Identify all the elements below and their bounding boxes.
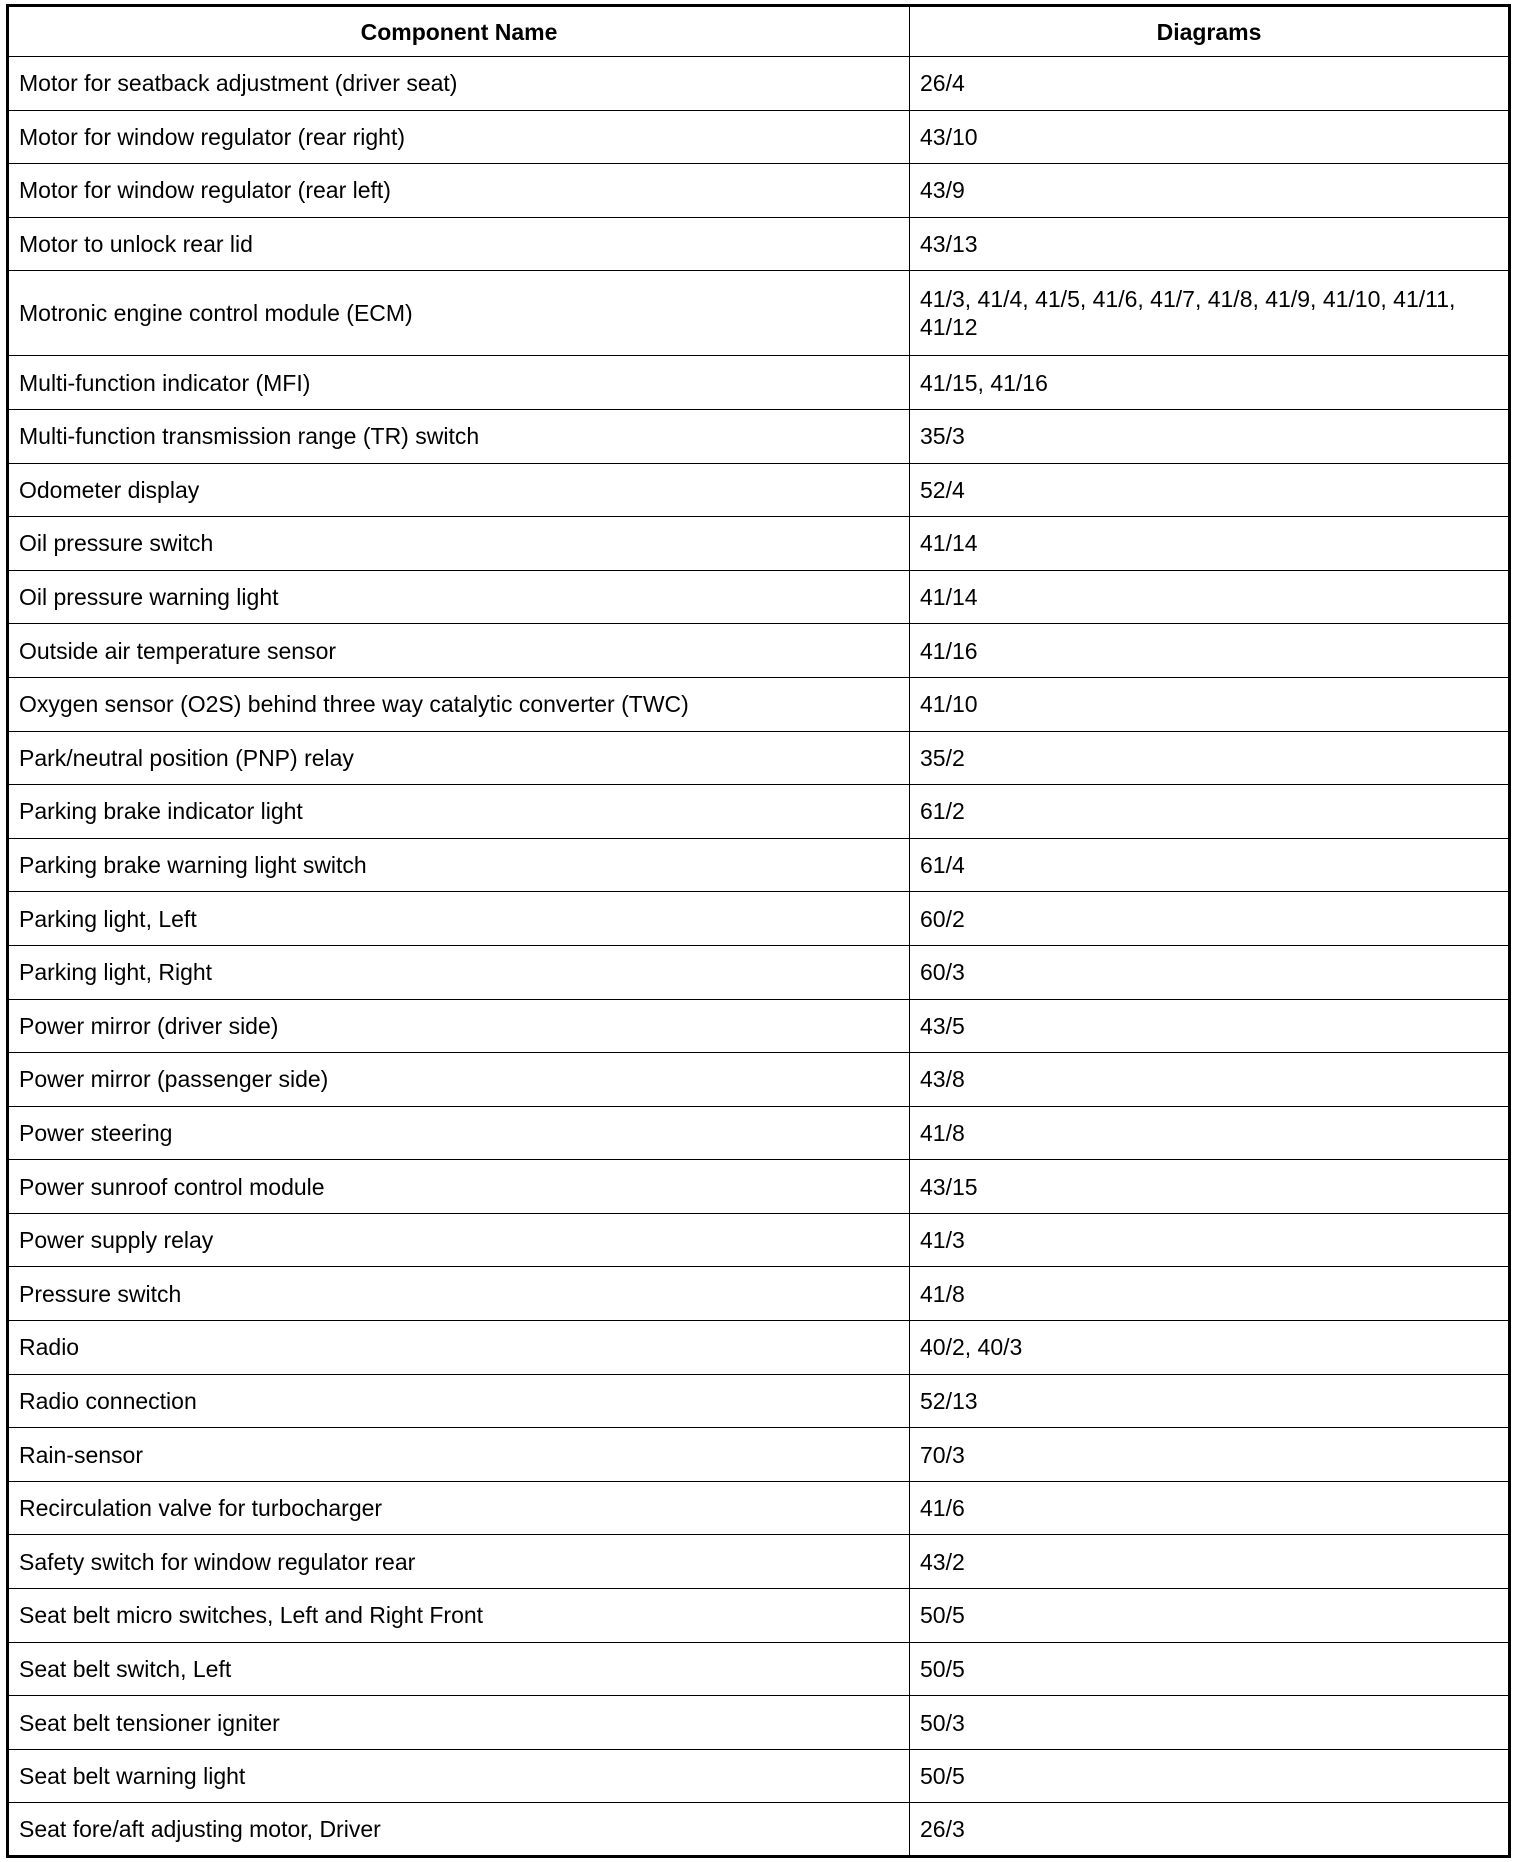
component-name-cell: Power supply relay [8, 1213, 910, 1267]
diagrams-cell: 60/3 [910, 945, 1510, 999]
table-row [8, 57, 1510, 111]
component-name-cell: Pressure switch [8, 1267, 910, 1321]
diagrams-cell: 43/10 [910, 110, 1510, 164]
component-name-cell: Parking brake warning light switch [8, 838, 910, 892]
table-row [8, 1749, 1510, 1803]
table-row [8, 945, 1510, 999]
table-row [8, 892, 1510, 946]
table-row [8, 217, 1510, 271]
diagrams-cell: 50/5 [910, 1589, 1510, 1643]
table-row [8, 624, 1510, 678]
component-name-cell: Outside air temperature sensor [8, 624, 910, 678]
diagrams-cell: 60/2 [910, 892, 1510, 946]
diagrams-cell: 52/13 [910, 1374, 1510, 1428]
table-row [8, 570, 1510, 624]
component-name-cell: Motor for window regulator (rear left) [8, 164, 910, 218]
diagrams-cell: 41/3, 41/4, 41/5, 41/6, 41/7, 41/8, 41/9, 41/10, 41/11, 41/12 [910, 271, 1510, 356]
table-row [8, 164, 1510, 218]
component-name-cell: Safety switch for window regulator rear [8, 1535, 910, 1589]
component-name-cell: Seat belt switch, Left [8, 1642, 910, 1696]
diagrams-cell: 35/2 [910, 731, 1510, 785]
table-row [8, 838, 1510, 892]
table-row [8, 785, 1510, 839]
component-name-cell: Motor to unlock rear lid [8, 217, 910, 271]
table-row [8, 1428, 1510, 1482]
diagrams-cell: 43/5 [910, 999, 1510, 1053]
table-row [8, 1803, 1510, 1857]
component-name-cell: Oil pressure warning light [8, 570, 910, 624]
diagrams-cell: 52/4 [910, 463, 1510, 517]
component-name-cell: Seat belt warning light [8, 1749, 910, 1803]
component-name-cell: Seat fore/aft adjusting motor, Driver [8, 1803, 910, 1857]
table-row [8, 999, 1510, 1053]
diagrams-cell: 26/3 [910, 1803, 1510, 1857]
diagrams-cell: 41/14 [910, 570, 1510, 624]
diagrams-cell: 26/4 [910, 57, 1510, 111]
component-name-cell: Power sunroof control module [8, 1160, 910, 1214]
table-body [8, 57, 1510, 1857]
component-name-cell: Seat belt micro switches, Left and Right Front [8, 1589, 910, 1643]
table-row [8, 356, 1510, 410]
diagrams-cell: 41/16 [910, 624, 1510, 678]
table-row [8, 1213, 1510, 1267]
diagrams-cell: 35/3 [910, 409, 1510, 463]
table-row [8, 1267, 1510, 1321]
component-name-cell: Park/neutral position (PNP) relay [8, 731, 910, 785]
diagrams-cell: 41/8 [910, 1106, 1510, 1160]
table-row [8, 517, 1510, 571]
component-name-cell: Multi-function transmission range (TR) switch [8, 409, 910, 463]
table-row [8, 1053, 1510, 1107]
component-name-cell: Parking light, Right [8, 945, 910, 999]
table-row [8, 1642, 1510, 1696]
diagrams-cell: 50/3 [910, 1696, 1510, 1750]
diagrams-cell: 41/6 [910, 1481, 1510, 1535]
diagrams-cell: 50/5 [910, 1642, 1510, 1696]
diagrams-cell: 41/8 [910, 1267, 1510, 1321]
component-name-cell: Rain-sensor [8, 1428, 910, 1482]
diagrams-cell: 41/3 [910, 1213, 1510, 1267]
component-name-cell: Oxygen sensor (O2S) behind three way catalytic converter (TWC) [8, 677, 910, 731]
diagrams-cell: 43/15 [910, 1160, 1510, 1214]
diagrams-cell: 50/5 [910, 1749, 1510, 1803]
table-row [8, 409, 1510, 463]
table-header-row [8, 6, 1510, 57]
table-row [8, 1160, 1510, 1214]
table-row [8, 271, 1510, 356]
diagrams-cell: 41/10 [910, 677, 1510, 731]
table-row [8, 1374, 1510, 1428]
component-name-cell: Radio [8, 1321, 910, 1375]
component-table-container [6, 4, 1508, 1858]
component-name-cell: Parking brake indicator light [8, 785, 910, 839]
component-name-cell: Seat belt tensioner igniter [8, 1696, 910, 1750]
component-name-cell: Oil pressure switch [8, 517, 910, 571]
table-row [8, 1106, 1510, 1160]
table-row [8, 1696, 1510, 1750]
component-name-cell: Power mirror (passenger side) [8, 1053, 910, 1107]
component-name-cell: Motor for window regulator (rear right) [8, 110, 910, 164]
table-row [8, 1481, 1510, 1535]
diagrams-cell: 43/9 [910, 164, 1510, 218]
component-name-cell: Parking light, Left [8, 892, 910, 946]
table-row [8, 677, 1510, 731]
component-name-cell: Motor for seatback adjustment (driver seat) [8, 57, 910, 111]
table-row [8, 1321, 1510, 1375]
table-row [8, 731, 1510, 785]
component-name-cell: Motronic engine control module (ECM) [8, 271, 910, 356]
diagrams-cell: 61/4 [910, 838, 1510, 892]
diagrams-cell: 43/2 [910, 1535, 1510, 1589]
table-row [8, 1589, 1510, 1643]
component-name-cell: Radio connection [8, 1374, 910, 1428]
component-name-cell: Multi-function indicator (MFI) [8, 356, 910, 410]
table-row [8, 1535, 1510, 1589]
diagrams-cell: 41/14 [910, 517, 1510, 571]
diagrams-cell: 61/2 [910, 785, 1510, 839]
header-component-name: Component Name [8, 6, 910, 57]
diagrams-cell: 43/8 [910, 1053, 1510, 1107]
table-row [8, 463, 1510, 517]
diagrams-cell: 70/3 [910, 1428, 1510, 1482]
diagrams-cell: 40/2, 40/3 [910, 1321, 1510, 1375]
component-diagram-table [6, 4, 1511, 1858]
table-row [8, 110, 1510, 164]
header-diagrams: Diagrams [910, 6, 1510, 57]
component-name-cell: Power mirror (driver side) [8, 999, 910, 1053]
diagrams-cell: 41/15, 41/16 [910, 356, 1510, 410]
component-name-cell: Recirculation valve for turbocharger [8, 1481, 910, 1535]
component-name-cell: Power steering [8, 1106, 910, 1160]
component-name-cell: Odometer display [8, 463, 910, 517]
diagrams-cell: 43/13 [910, 217, 1510, 271]
